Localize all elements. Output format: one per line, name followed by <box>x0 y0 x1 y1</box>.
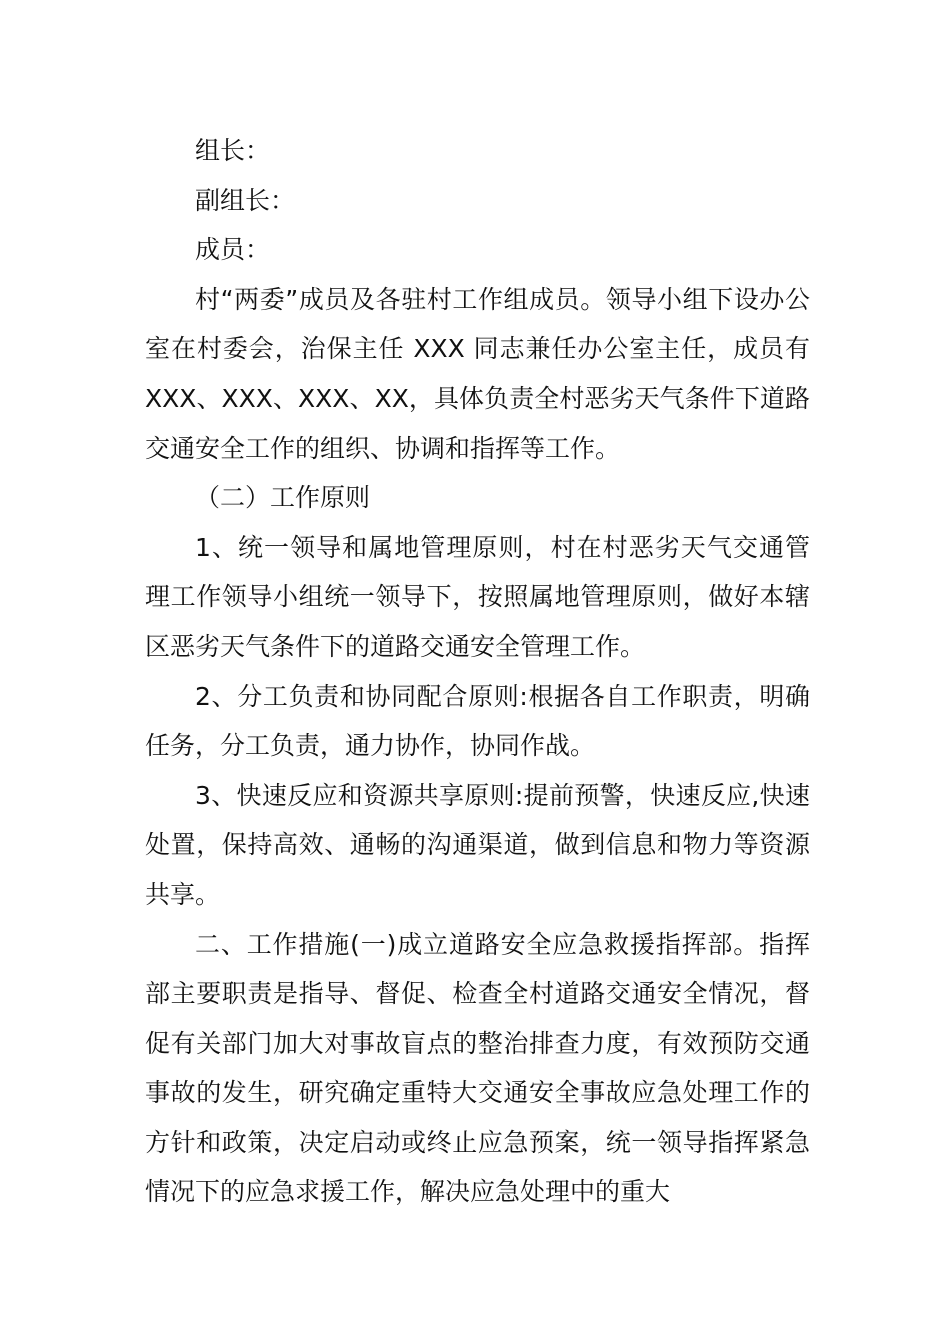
principle-3-paragraph: 3、快速反应和资源共享原则:提前预警，快速反应,快速处置，保持高效、通畅的沟通渠道，做到信息和物力等资源共享。 <box>145 780 810 909</box>
work-measures-paragraph: 二、工作措施(一)成立道路安全应急救援指挥部。指挥部主要职责是指导、督促、检查全村道路交通安全情况，督促有关部门加大对事故盲点的整治排查力度，有效预防交通事故的发生，研究确定重特大交通安全事故应急处理工作的方针和政策，决定启动或终止应急预案，统一领导指挥紧急情况下的应急求援工作，解决应急处理中的重大 <box>145 929 810 1207</box>
principle-1-paragraph: 1、统一领导和属地管理原则，村在村恶劣天气交通管理工作领导小组统一领导下，按照属地管理原则，做好本辖区恶劣天气条件下的道路交通安全管理工作。 <box>145 532 810 661</box>
members-description-paragraph: 村“两委”成员及各驻村工作组成员。领导小组下设办公室在村委会，治保主任 XXX 同志兼任办公室主任，成员有 XXX、XXX、XXX、XX，具体负责全村恶劣天气条件下道路交通安全工作的组织、协调和指挥等工作。 <box>145 284 810 463</box>
section-heading-principles: （二）工作原则 <box>195 483 371 513</box>
deputy-leader-line: 副组长： <box>195 185 296 215</box>
team-leader-line: 组长： <box>195 136 271 165</box>
principle-2-paragraph: 2、分工负责和协同配合原则:根据各自工作职责，明确任务，分工负责，通力协作，协同作战。 <box>145 681 810 761</box>
document-body <box>145 126 810 1217</box>
members-line: 成员： <box>195 235 271 265</box>
